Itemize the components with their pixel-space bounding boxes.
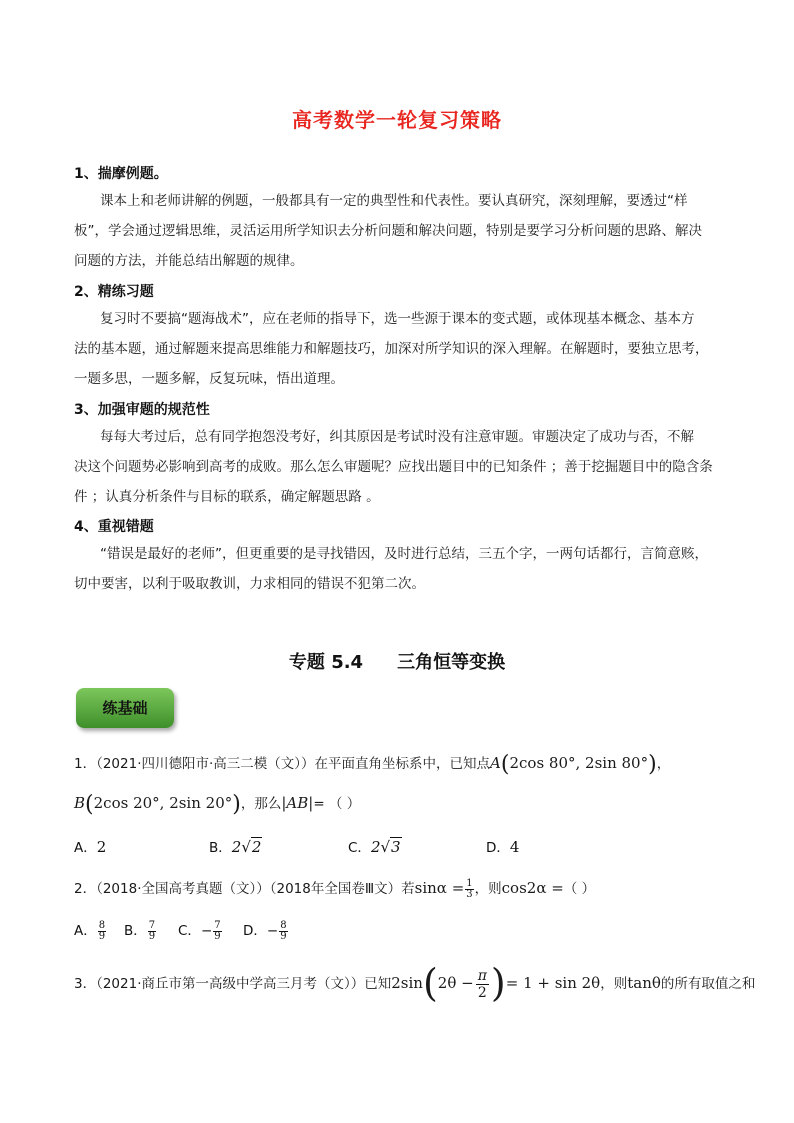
q1-option-c[interactable] (348, 836, 402, 856)
option-label: C． (178, 923, 201, 939)
lhs-coefficient: 2sin (391, 974, 423, 992)
fraction-denominator: 3 (466, 888, 473, 900)
option-sign: − (200, 923, 213, 939)
sin-expression: sinα = (414, 879, 465, 897)
topic-name: 三角恒等变换 (397, 652, 506, 673)
paren-close-icon: ) (648, 752, 657, 777)
question-2-tail: （ ） (563, 881, 596, 897)
option-value (371, 837, 402, 856)
section-4-line-1: “错误是最好的老师”，但更重要的是寻找错因，及时进行总结，三五个字，一两句话都行，言简意赅， (100, 546, 708, 562)
option-fraction (98, 921, 106, 942)
section-1-line-1: 课本上和老师讲解的例题，一般都具有一定的典型性和代表性。要认真研究，深刻理解，要透过“样 (100, 193, 688, 209)
question-1-line-1 (74, 752, 670, 777)
option-radicand: 2 (251, 838, 262, 856)
question-3-mid: ，则 (600, 976, 628, 992)
question-1-mid: ，那么 (240, 796, 282, 812)
point-a-coords: 2cos 80°, 2sin 80° (509, 754, 649, 772)
fraction-numerator: 1 (466, 877, 473, 889)
cos-expression: cos2α = (501, 879, 564, 897)
section-4-line-2: 切中要害，以利于吸取教训，力求相同的错误不犯第二次。 (74, 576, 425, 592)
topic-title (0, 648, 794, 674)
option-label: D． (243, 923, 267, 939)
abs-bar-icon: | (308, 794, 314, 812)
option-label: A． (74, 840, 97, 856)
fraction-numerator: 8 (280, 919, 287, 931)
fraction-denominator: 9 (98, 930, 106, 942)
fraction-numerator: 8 (98, 919, 106, 931)
paren-open-icon: ( (500, 752, 510, 777)
paren-close-icon: ) (232, 792, 241, 817)
point-b-coords: 2cos 20°, 2sin 20° (93, 794, 233, 812)
rhs-expression: = 1 + sin 2θ (505, 974, 601, 992)
question-2-prefix: 2．（2018·全国高考真题（文））（2018年全国卷Ⅲ文）若 (74, 881, 415, 897)
q2-option-b[interactable] (124, 919, 157, 942)
question-1-comma: ， (656, 756, 671, 772)
section-heading-3: 3、加强审题的规范性 (74, 402, 210, 418)
section-heading-4: 4、重视错题 (74, 519, 154, 535)
section-heading-1: 1、揣摩例题。 (74, 166, 168, 182)
question-3-tail: 的所有取值之和 (660, 976, 756, 992)
option-sign: − (266, 923, 279, 939)
question-1-tail: = （ ） (313, 796, 361, 812)
option-label: B． (124, 923, 147, 939)
question-1-prefix: 1．（2021·四川德阳市·高三二模（文））在平面直角坐标系中，已知点 (74, 756, 491, 772)
fraction-denominator: 2 (477, 984, 487, 1001)
option-coef: 2 (231, 838, 242, 856)
fraction-numerator: 7 (148, 919, 156, 931)
option-label: B． (209, 840, 232, 856)
option-fraction (148, 921, 156, 942)
option-label: D． (486, 840, 510, 856)
q2-option-d[interactable] (243, 919, 289, 942)
sqrt-icon: √ (380, 838, 391, 856)
fraction-denominator: 9 (280, 930, 287, 942)
point-b-name: B (74, 794, 86, 812)
q1-option-a[interactable] (74, 836, 106, 856)
section-3-line-3: 件 ；认真分析条件与目标的联系，确定解题思路 。 (74, 489, 380, 505)
section-2-line-1: 复习时不要搞“题海战术”，应在老师的指导下，选一些源于课本的变式题，或体现基本概念、基本方 (100, 311, 695, 327)
sqrt-icon: √ (241, 838, 251, 856)
paren-open-icon: ( (85, 792, 94, 817)
option-fraction (279, 921, 287, 942)
fraction-numerator: 7 (214, 919, 221, 931)
option-label: C． (348, 840, 371, 856)
section-2-line-3: 一题多思，一题多解，反复玩味，悟出道理。 (74, 371, 344, 387)
section-heading-2: 2、精练习题 (74, 284, 154, 300)
option-value: 2 (96, 838, 107, 856)
q2-option-a[interactable] (74, 919, 107, 942)
q1-option-b[interactable] (209, 836, 262, 856)
option-label: A． (74, 923, 97, 939)
question-3-prefix: 3．（2021·商丘市第一高级中学高三月考（文））已知 (74, 976, 392, 992)
inner-expression: 2θ − (437, 974, 474, 992)
option-fraction (213, 921, 221, 942)
pi-over-two (476, 968, 489, 1001)
fraction-one-third (465, 879, 473, 900)
fraction-denominator: 9 (214, 930, 221, 942)
q2-option-c[interactable] (178, 919, 223, 942)
question-2-line-1 (74, 877, 595, 900)
q1-option-d[interactable] (486, 836, 519, 856)
abs-expression: AB (286, 794, 309, 812)
question-2-mid: ，则 (474, 881, 502, 897)
paren-close-icon: ) (490, 961, 506, 1005)
option-value (232, 837, 263, 856)
option-radicand: 3 (391, 838, 401, 856)
point-a-name: A (490, 754, 501, 772)
section-3-line-2: 决这个问题势必影响到高考的成败。那么怎么审题呢？应找出题目中的已知条件 ；善于挖掘题目中的隐含条 (74, 459, 713, 475)
section-1-line-3: 问题的方法，并能总结出解题的规律。 (74, 253, 304, 269)
question-1-line-2 (74, 792, 360, 817)
section-1-line-2: 板”，学会通过逻辑思维，灵活运用所学知识去分析问题和解决问题，特别是要学习分析问题的思路、解决 (74, 223, 702, 239)
option-value: 4 (509, 838, 520, 856)
fraction-denominator: 9 (148, 930, 156, 942)
topic-number: 专题 5.4 (288, 652, 364, 673)
tan-expression: tanθ (627, 974, 661, 992)
practice-basics-badge: 练基础 (76, 688, 174, 728)
abs-bar-icon: | (281, 794, 287, 812)
question-3-line-1 (74, 961, 755, 1005)
main-title: 高考数学一轮复习策略 (292, 108, 502, 132)
paren-open-icon: ( (422, 961, 438, 1005)
option-coef: 2 (370, 838, 381, 856)
fraction-numerator: π (477, 967, 487, 984)
section-3-line-1: 每每大考过后，总有同学抱怨没考好，纠其原因是考试时没有注意审题。审题决定了成功与否，不解 (100, 429, 694, 445)
section-2-line-2: 法的基本题，通过解题来提高思维能力和解题技巧，加深对所学知识的深入理解。在解题时，要独立思考， (74, 341, 709, 357)
